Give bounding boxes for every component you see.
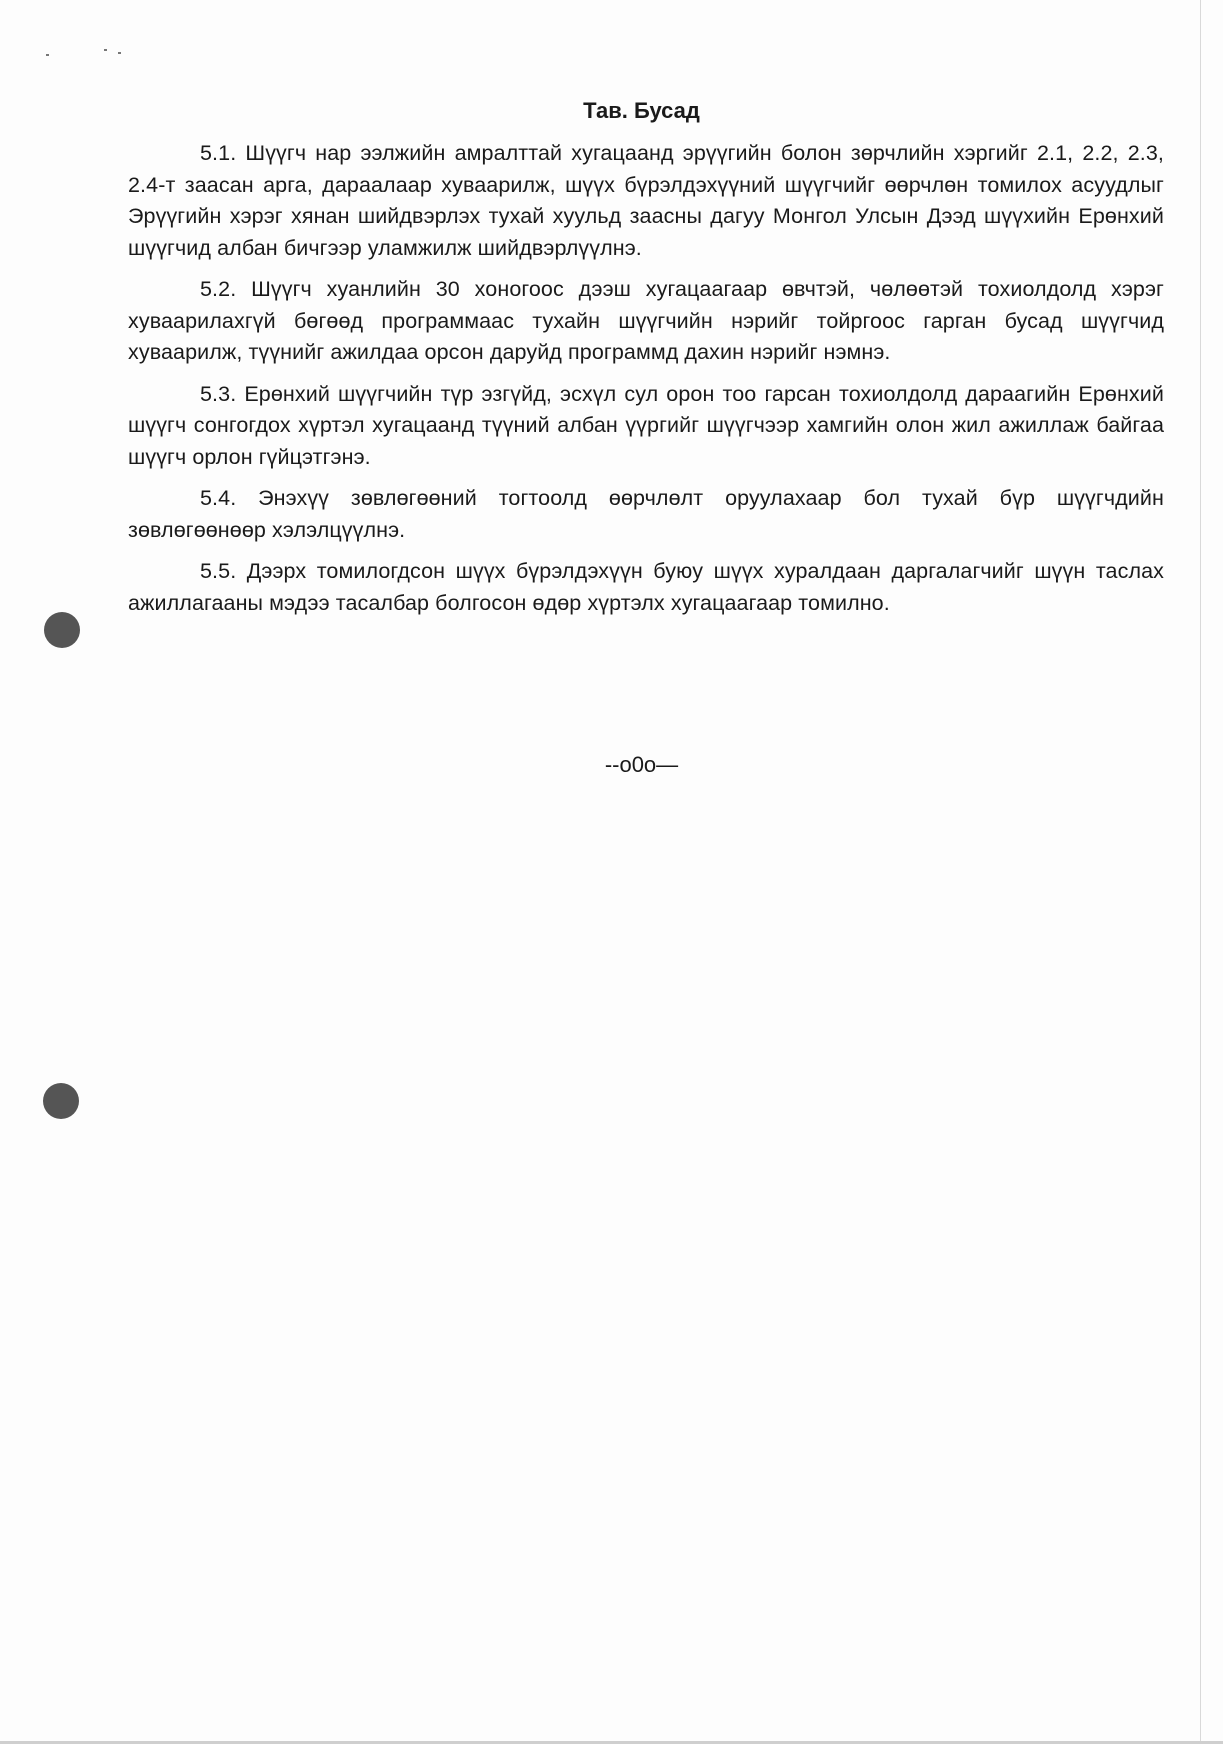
paragraph-5-1: 5.1. Шүүгч нар ээлжийн амралттай хугацаанд эрүүгийн болон зөрчлийн хэргийг 2.1, 2.2, 2.3, 2.4-т заасан арга, дараалаар хуваарилж, шүүх бүрэлдэхүүний шүүгчийг өөрчлөн томилох асуудлыг Эрүүгийн хэрэг хянан шийдвэрлэх тухай хуульд заасны дагуу Монгол Улсын Дээд шүүхийн Ерөнхий шүүгчид албан бичгээр уламжилж шийдвэрлүүлнэ. [128,141,1164,260]
punch-hole-bottom [43,1083,79,1119]
end-mark: --o0o— [604,752,679,777]
scan-speck [46,54,49,56]
paragraph-5-4: 5.4. Энэхүү зөвлөгөөний тогтоолд өөрчлөлт оруулахаар бол тухай бүр шүүгчдийн зөвлөгөөнөөр хэлэлцүүлнэ. [128,486,1164,542]
paragraph-5-5: 5.5. Дээрх томилогдсон шүүх бүрэлдэхүүн буюу шүүх хуралдаан даргалагчийг шүүн таслах ажиллагааны мэдээ тасалбар болгосон өдөр хүртэлх хугацаагаар томилно. [128,559,1164,615]
scan-speck [118,52,121,54]
paragraph-5-2: 5.2. Шүүгч хуанлийн 30 хоногоос дээш хугацаагаар өвчтэй, чөлөөтэй тохиолдолд хэрэг хуваарилахгүй бөгөөд программаас тухайн шүүгчийн нэрийг тойргоос гарган бусад шүүгчид хуваарилж, түүнийг ажилдаа орсон даруйд программд дахин нэрийг нэмнэ. [128,277,1164,364]
paragraph-5-3: 5.3. Ерөнхий шүүгчийн түр эзгүйд, эсхүл сул орон тоо гарсан тохиолдолд дараагийн Ерөнхий шүүгч сонгогдох хүртэл хугацаанд түүний албан үүргийг шүүгчээр хамгийн олон жил ажиллаж байгаа шүүгч орлон гүйцэтгэнэ. [128,381,1164,469]
scan-speck [104,49,107,51]
document-body [128,138,1164,629]
section-title: Тав. Бусад [583,98,700,123]
punch-hole-top [44,612,80,648]
page-edge-right [1200,0,1201,1744]
